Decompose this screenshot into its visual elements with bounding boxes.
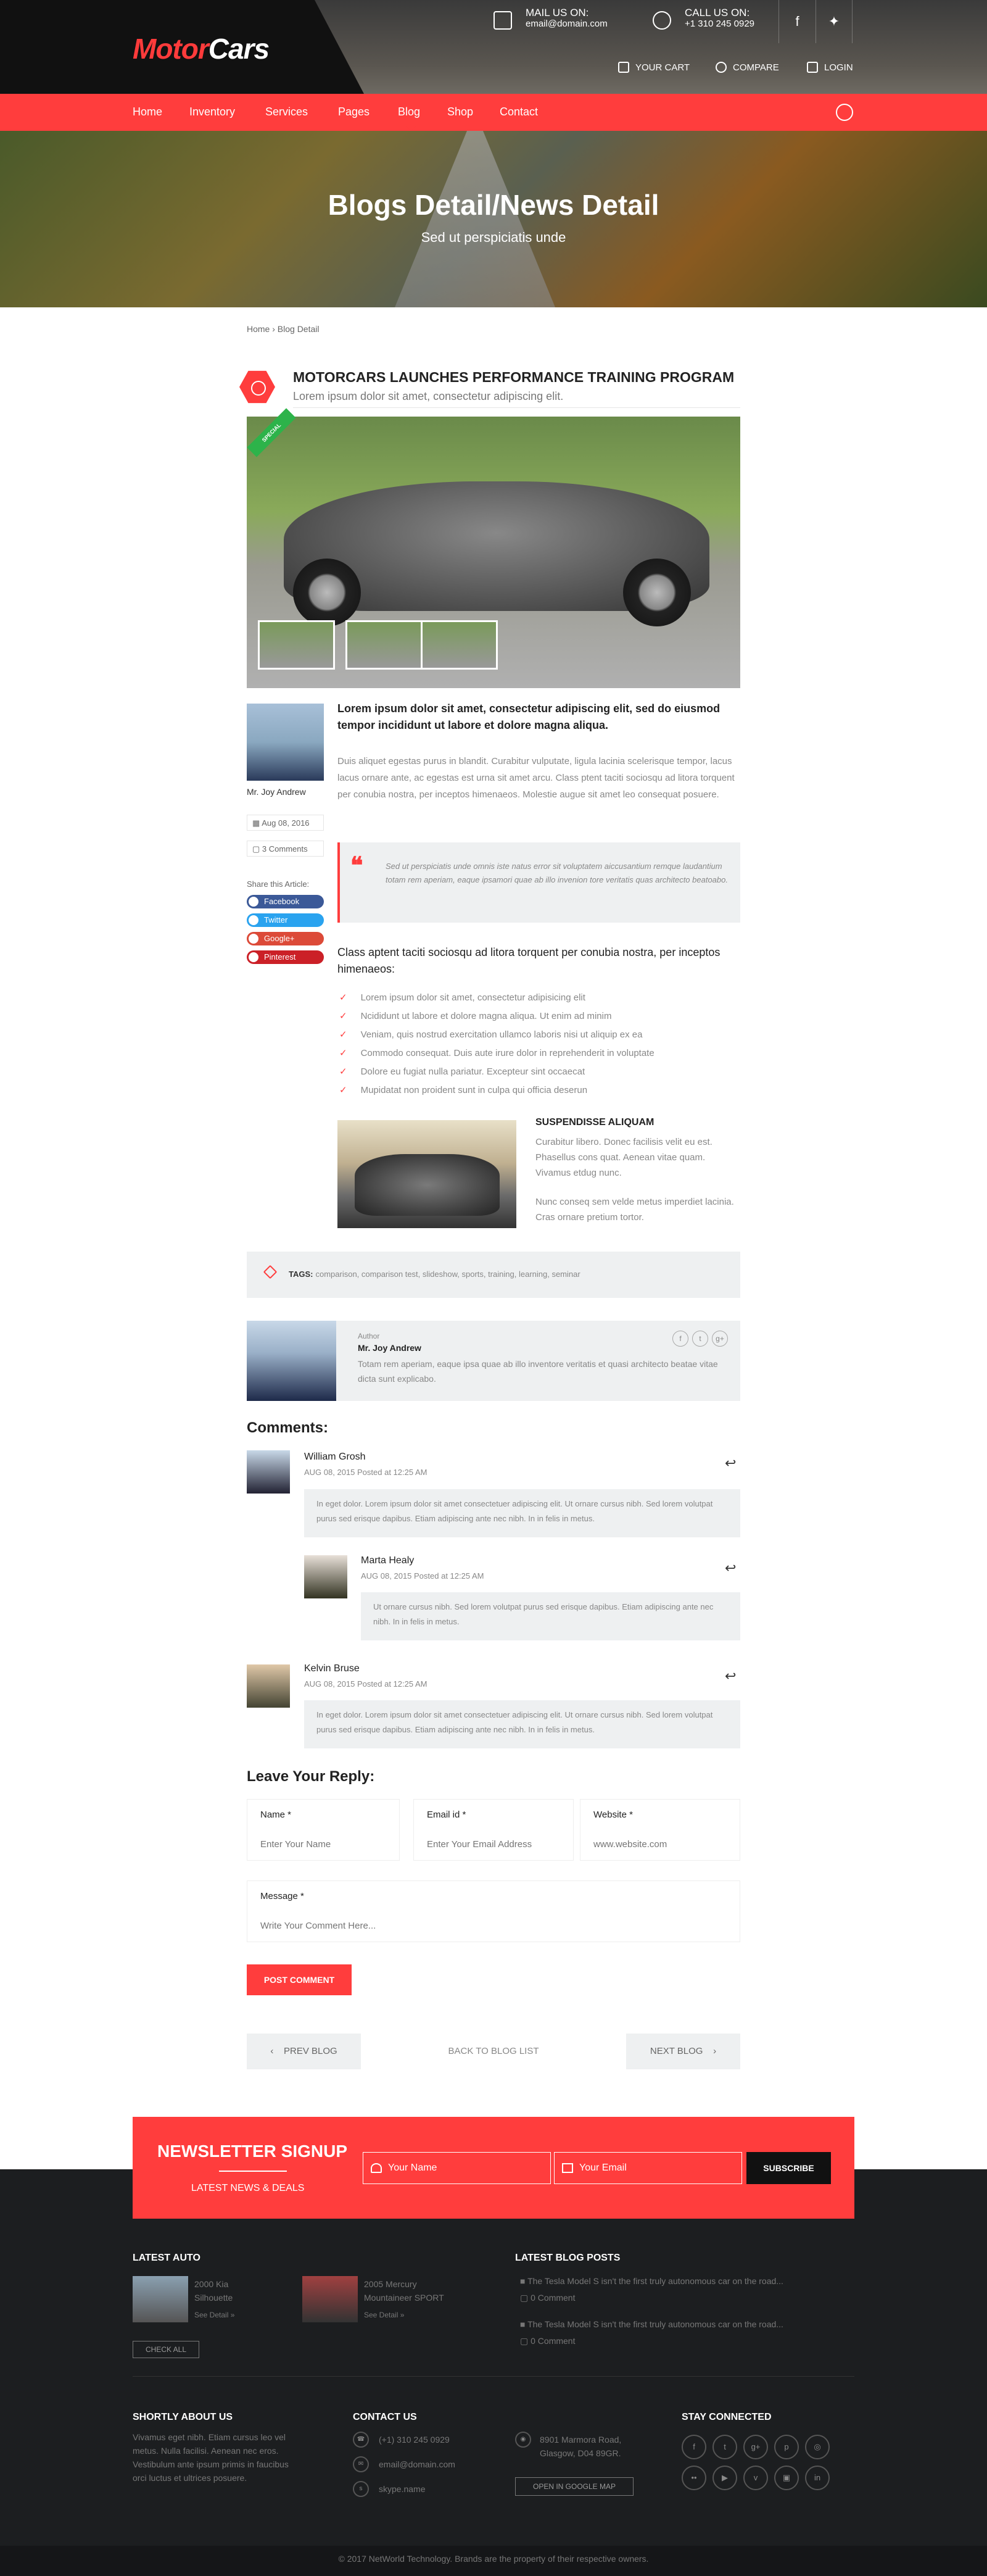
instagram-icon[interactable]: ▣ — [774, 2466, 799, 2490]
post-subtitle: Lorem ipsum dolor sit amet, consectetur adipiscing elit. — [293, 390, 564, 402]
see-detail-link[interactable]: See Detail » — [364, 2311, 405, 2319]
vimeo-icon[interactable]: v — [743, 2466, 768, 2490]
special-ribbon: SPECIAL — [247, 408, 295, 457]
list-heading: Class aptent taciti sociosqu ad litora torquent per conubia nostra, per inceptos himenaeos: — [337, 946, 721, 975]
name-input[interactable] — [260, 1839, 390, 1850]
compare-icon — [716, 62, 727, 73]
subscribe-button[interactable]: SUBSCRIBE — [746, 2152, 831, 2184]
latest-auto-heading: LATEST AUTO — [133, 2253, 200, 2263]
twitter-icon[interactable]: t — [692, 1331, 708, 1347]
mail-icon — [493, 11, 512, 30]
check-icon: ✓ — [339, 1011, 347, 1021]
share-twitter[interactable]: Twitter — [247, 913, 324, 927]
commenter-name: Marta Healy — [361, 1555, 415, 1566]
google-plus-icon[interactable]: g+ — [743, 2435, 768, 2459]
footer-post-comments: ▢ 0 Comment — [520, 2293, 576, 2303]
commenter-name: Kelvin Bruse — [304, 1663, 360, 1674]
message-field — [247, 1880, 740, 1942]
list-item: ✓ Lorem ipsum dolor sit amet, consectetur adipisicing elit — [339, 992, 585, 1003]
latest-car-thumb[interactable] — [133, 2276, 188, 2322]
car-wheel — [293, 559, 361, 626]
footer-post-title[interactable]: ■ The Tesla Model S isn't the first truly autonomous car on the road... — [520, 2276, 783, 2286]
website-input[interactable] — [593, 1839, 732, 1850]
quote-icon: ❝ — [350, 853, 363, 879]
about-heading: SHORTLY ABOUT US — [133, 2412, 233, 2422]
search-icon[interactable] — [836, 104, 853, 121]
post-date: ▦ Aug 08, 2016 — [247, 815, 324, 831]
inline-paragraph: Curabitur libero. Donec facilisis velit eu est. Phasellus cons quat. Aenean vitae quam. Vivamus etdug nunc. — [535, 1137, 712, 1178]
comments-heading: Comments: — [247, 1419, 329, 1436]
footer-phone: (+1) 310 245 0929 — [379, 2435, 450, 2445]
nav-home[interactable]: Home — [133, 106, 163, 118]
mail-icon: ✉ — [353, 2456, 369, 2472]
pinterest-icon — [249, 952, 258, 962]
flickr-icon[interactable]: •• — [682, 2466, 706, 2490]
skype-icon: s — [353, 2481, 369, 2497]
check-all-button[interactable]: CHECK ALL — [133, 2341, 199, 2358]
inline-heading: SUSPENDISSE ALIQUAM — [535, 1117, 655, 1128]
commenter-avatar — [247, 1450, 290, 1494]
comment-date: AUG 08, 2015 Posted at 12:25 AM — [361, 1571, 484, 1581]
mail-icon — [562, 2163, 573, 2173]
nav-pages[interactable]: Pages — [338, 106, 370, 118]
newsletter-divider — [219, 2171, 287, 2172]
car-image — [355, 1154, 500, 1216]
tags-list[interactable]: TAGS: comparison, comparison test, slideshow, sports, training, learning, seminar — [289, 1269, 580, 1279]
comment-date: AUG 08, 2015 Posted at 12:25 AM — [304, 1679, 427, 1689]
call-contact: CALL US ON: +1 310 245 0929 — [685, 7, 755, 29]
latest-car-name[interactable]: 2000 Kia Silhouette — [194, 2279, 233, 2303]
commenter-avatar — [304, 1555, 347, 1598]
author-avatar — [247, 1321, 336, 1401]
latest-posts-heading: LATEST BLOG POSTS — [515, 2253, 621, 2263]
lock-icon — [807, 62, 818, 73]
stay-connected-heading: STAY CONNECTED — [682, 2412, 772, 2422]
reply-icon[interactable]: ↩ — [725, 1668, 737, 1684]
next-blog-button[interactable]: NEXT BLOG › — [626, 2034, 740, 2069]
post-title: MOTORCARS LAUNCHES PERFORMANCE TRAINING PROGRAM — [293, 369, 735, 385]
footer-email[interactable]: email@domain.com — [379, 2459, 455, 2469]
inline-paragraph: Nunc conseq sem velde metus imperdiet lacinia. Cras ornare pretium tortor. — [535, 1197, 734, 1223]
author-bio: Totam rem aperiam, eaque ipsa quae ab illo inventore veritatis et quasi architecto beatae vitae dicta sunt explicabo. — [358, 1359, 718, 1384]
email-input[interactable] — [427, 1839, 566, 1850]
email-label: Email id * — [427, 1809, 466, 1820]
message-label: Message * — [260, 1891, 304, 1901]
post-paragraph: Duis aliquet egestas purus in blandit. Curabitur vulputate, ligula lacinia scelerisque tempor, lacus lacus ornare ante, ac egestas est urna sit amet arcu. Class ptent taciti sociosqu ad litora torquent per conubia nostra, per inceptos himenaeos. Molestie augue sit amet leo consequat posuere. — [337, 756, 735, 800]
comment-text: In eget dolor. Lorem ipsum dolor sit amet consectetuer adipiscing elit. Ut ornare cursus nibh. Sed lorem volutpat purus sed erisque dapibus. Etiam adipiscing ante nec nibh. In in felis in metus. — [304, 1700, 740, 1748]
comment-text: In eget dolor. Lorem ipsum dolor sit amet consectetuer adipiscing elit. Ut ornare cursus nibh. Sed lorem volutpat purus sed erisque dapibus. Etiam adipiscing ante nec nibh. In in felis in metus. — [304, 1489, 740, 1537]
comment-text: Ut ornare cursus nibh. Sed lorem volutpat purus sed erisque dapibus. Etiam adipiscing ante nec nibh. In in felis in metus. — [361, 1592, 740, 1640]
location-icon: ◉ — [515, 2432, 531, 2448]
check-icon: ✓ — [339, 1085, 347, 1095]
latest-car-thumb[interactable] — [302, 2276, 358, 2322]
check-icon: ✓ — [339, 1029, 347, 1040]
post-comment-button[interactable]: POST COMMENT — [247, 1964, 352, 1995]
check-icon: ✓ — [339, 992, 347, 1003]
page-title: Blogs Detail/News Detail — [328, 189, 659, 221]
footer-skype: skype.name — [379, 2484, 426, 2494]
newsletter-subtitle: LATEST NEWS & DEALS — [191, 2183, 305, 2193]
gallery-thumb[interactable] — [258, 620, 335, 670]
youtube-icon[interactable]: ▶ — [712, 2466, 737, 2490]
author-avatar — [247, 704, 324, 781]
facebook-icon[interactable]: f — [778, 0, 816, 43]
logo[interactable]: MotorCars — [133, 33, 270, 65]
share-label: Share this Article: — [247, 879, 310, 889]
cart-icon — [618, 62, 629, 73]
twitter-icon — [249, 915, 258, 925]
video-post-icon — [239, 369, 275, 405]
breadcrumb[interactable]: Home › Blog Detail — [247, 324, 320, 334]
phone-icon — [653, 11, 671, 30]
check-icon: ✓ — [339, 1066, 347, 1077]
pinterest-icon[interactable]: p — [774, 2435, 799, 2459]
footer — [0, 2169, 987, 2576]
blockquote-bar — [337, 842, 340, 923]
about-text: Vivamus eget nibh. Etiam cursus leo vel metus. Nulla facilisi. Aenean nec eros. Vestibulum ante ipsum primis in faucibus orci luctus et ultrices posuere. — [133, 2432, 289, 2483]
newsletter-name-input[interactable]: Your Name — [363, 2152, 551, 2184]
compare-link[interactable]: COMPARE — [716, 62, 779, 73]
google-plus-icon — [249, 934, 258, 944]
gallery-thumb[interactable] — [421, 620, 498, 670]
post-comments-count[interactable]: ▢ 3 Comments — [247, 841, 324, 857]
message-input[interactable] — [260, 1921, 729, 1931]
facebook-icon[interactable]: f — [682, 2435, 706, 2459]
nav-blog[interactable]: Blog — [398, 106, 421, 118]
latest-car-name[interactable]: 2005 Mercury Mountaineer SPORT — [364, 2279, 444, 2303]
google-plus-icon[interactable]: g+ — [712, 1331, 728, 1347]
nav-contact[interactable]: Contact — [500, 106, 539, 118]
footer-post-comments: ▢ 0 Comment — [520, 2336, 576, 2346]
linkedin-icon[interactable]: in — [805, 2466, 830, 2490]
list-item: ✓ Ncididunt ut labore et dolore magna aliqua. Ut enim ad minim — [339, 1011, 612, 1021]
check-icon: ✓ — [339, 1048, 347, 1058]
footer-divider — [133, 2376, 854, 2377]
mail-contact: MAIL US ON: email@domain.com — [526, 7, 608, 29]
nav-inventory[interactable]: Inventory — [189, 106, 236, 118]
website-field — [580, 1799, 740, 1861]
contact-heading: CONTACT US — [353, 2412, 417, 2422]
reply-icon[interactable]: ↩ — [725, 1455, 737, 1471]
prev-blog-button[interactable]: ‹ PREV BLOG — [247, 2034, 361, 2069]
share-pinterest[interactable]: Pinterest — [247, 950, 324, 964]
nav-shop[interactable]: Shop — [447, 106, 474, 118]
reply-heading: Leave Your Reply: — [247, 1768, 375, 1785]
newsletter-email-input[interactable]: Your Email — [554, 2152, 742, 2184]
website-label: Website * — [593, 1809, 633, 1820]
facebook-icon — [249, 897, 258, 907]
post-lead: Lorem ipsum dolor sit amet, consectetur adipiscing elit, sed do eiusmod tempor incididunt ut labore et dolore magna aliqua. — [337, 702, 721, 731]
twitter-icon[interactable]: ✦ — [816, 0, 853, 43]
author-name[interactable]: Mr. Joy Andrew — [358, 1343, 421, 1353]
email-field — [413, 1799, 574, 1861]
author-name[interactable]: Mr. Joy Andrew — [247, 787, 306, 797]
share-facebook[interactable]: Facebook — [247, 895, 324, 908]
author-label: Author — [358, 1332, 380, 1340]
copyright-text: © 2017 NetWorld Technology. Brands are the property of their respective owners. — [338, 2554, 649, 2564]
reply-icon[interactable]: ↩ — [725, 1560, 737, 1576]
login-link[interactable]: LOGIN — [807, 62, 853, 73]
list-item: ✓ Commodo consequat. Duis aute irure dolor in reprehenderit in voluptate — [339, 1048, 655, 1058]
cart-link[interactable]: YOUR CART — [618, 62, 690, 73]
footer-address: 8901 Marmora Road, Glasgow, D04 89GR. — [540, 2435, 622, 2458]
back-to-blog-list-link[interactable]: BACK TO BLOG LIST — [448, 2046, 539, 2056]
list-item: ✓ Dolore eu fugiat nulla pariatur. Excepteur sint occaecat — [339, 1066, 585, 1077]
blockquote-text: Sed ut perspiciatis unde omnis iste natus error sit voluptatem aiccusantium remque laudantium totam rem aperiam, eaque ipsamori quae ab illo invenion tore veritatis quas architecto beatoabo. — [386, 862, 728, 884]
footer-post-title[interactable]: ■ The Tesla Model S isn't the first truly autonomous car on the road... — [520, 2319, 783, 2329]
divider — [293, 407, 740, 408]
nav-active-indicator — [406, 126, 416, 131]
gallery-thumb[interactable] — [345, 620, 423, 670]
nav-services[interactable]: Services — [265, 106, 308, 118]
user-icon — [371, 2163, 382, 2173]
commenter-name: William Grosh — [304, 1452, 366, 1462]
open-map-button[interactable]: OPEN IN GOOGLE MAP — [515, 2477, 634, 2496]
name-label: Name * — [260, 1809, 292, 1820]
comment-date: AUG 08, 2015 Posted at 12:25 AM — [304, 1468, 427, 1477]
dribbble-icon[interactable]: ◎ — [805, 2435, 830, 2459]
list-item: ✓ Veniam, quis nostrud exercitation ullamco laboris nisi ut aliquip ex ea — [339, 1029, 643, 1040]
see-detail-link[interactable]: See Detail » — [194, 2311, 235, 2319]
share-google-plus[interactable]: Google+ — [247, 932, 324, 945]
list-item: ✓ Mupidatat non proident sunt in culpa qui officia deserun — [339, 1085, 588, 1095]
commenter-avatar — [247, 1664, 290, 1708]
car-wheel — [623, 559, 691, 626]
newsletter-title: NEWSLETTER SIGNUP — [157, 2142, 348, 2161]
facebook-icon[interactable]: f — [672, 1331, 688, 1347]
twitter-icon[interactable]: t — [712, 2435, 737, 2459]
phone-icon: ☎ — [353, 2432, 369, 2448]
name-field — [247, 1799, 400, 1861]
page-subtitle: Sed ut perspiciatis unde — [421, 230, 566, 245]
